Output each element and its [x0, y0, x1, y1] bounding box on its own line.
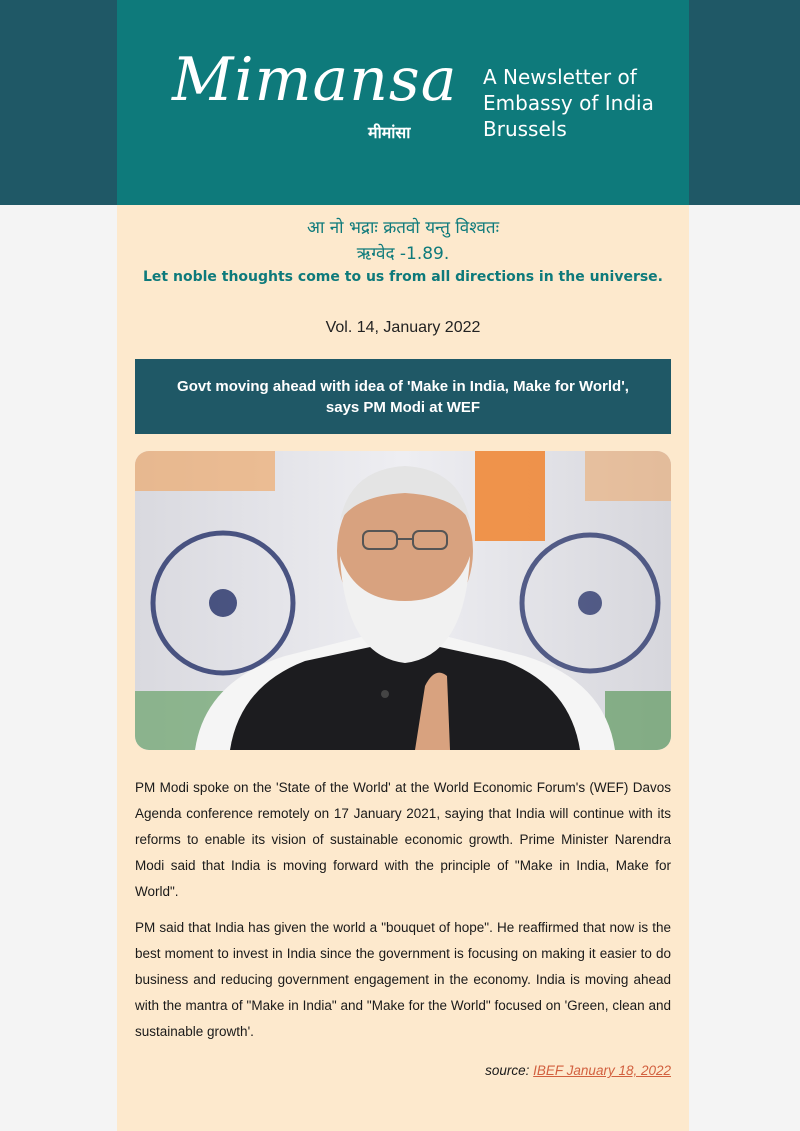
article-photo — [135, 451, 671, 750]
newsletter-tagline — [483, 64, 654, 142]
source-link[interactable]: IBEF January 18, 2022 — [533, 1063, 671, 1078]
volume-issue: Vol. 14, January 2022 — [325, 319, 481, 336]
article-paragraph-2: PM said that India has given the world a "bouquet of hope". He reaffirmed that now is the best moment to invest in India since the government is focusing on making it easier to do business and reducing government engagement in the economy. India is moving ahead with the mantra of "Make in India" and "Make for the World" focused on 'Green, clean and sustainable growth'. — [135, 920, 671, 1039]
tagline-line-1: A Newsletter of — [483, 65, 637, 89]
article-paragraph-1: PM Modi spoke on the 'State of the World' at the World Economic Forum's (WEF) Davos Agenda conference remotely on 17 January 2021, saying that India will continue with its reforms to enable its vision of sustainable economic growth. Prime Minister Narendra Modi said that India is moving forward with the principle of "Make in India, Make for World". — [135, 780, 671, 899]
pm-modi-photo — [135, 451, 671, 750]
sanskrit-verse: आ नो भद्राः क्रतवो यन्तु विश्वतः — [306, 218, 500, 238]
article-headline: Govt moving ahead with idea of 'Make in India, Make for World', says PM Modi at WEF — [135, 359, 671, 434]
source-label: source: — [485, 1063, 530, 1078]
tagline-line-2: Embassy of India — [483, 91, 654, 115]
tagline-line-3: Brussels — [483, 117, 567, 141]
verse-reference: ऋग्वेद -1.89. — [356, 244, 450, 264]
newsletter-content — [117, 205, 689, 1131]
newsletter-logo: Mimansa — [172, 45, 458, 115]
verse-translation: Let noble thoughts come to us from all directions in the universe. — [143, 269, 663, 285]
newsletter-header — [117, 0, 689, 205]
newsletter-logo-hindi: मीमांसा — [368, 123, 411, 142]
article-source — [135, 1063, 671, 1078]
